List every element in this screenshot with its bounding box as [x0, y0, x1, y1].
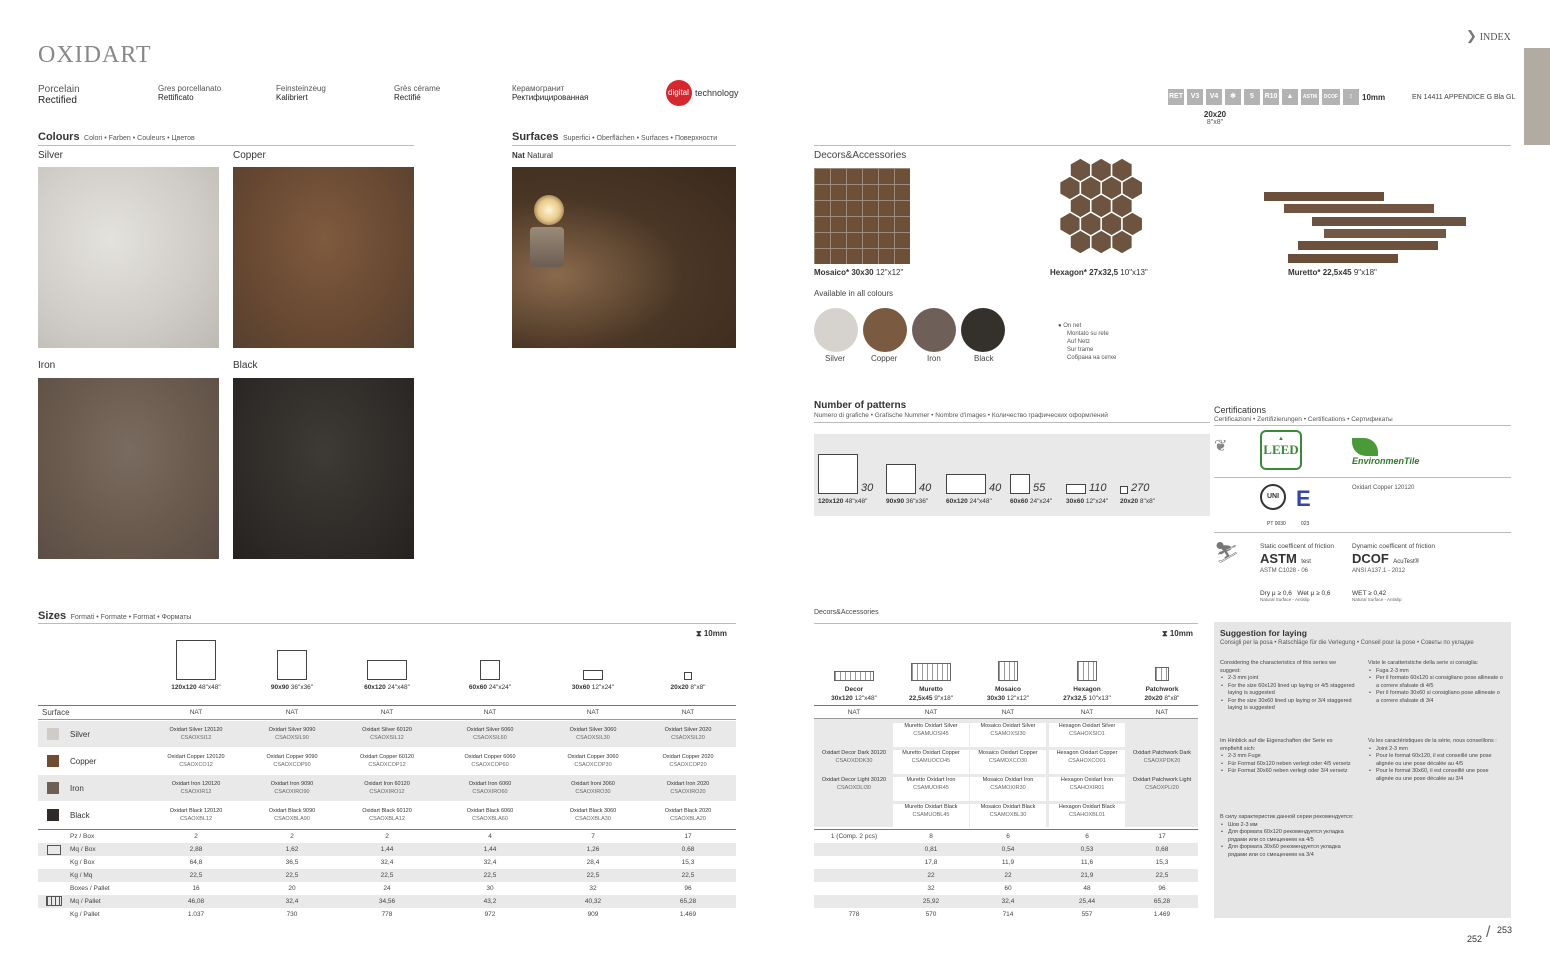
product-cell: Oxidart Black 6060 CSAOXBLA60	[466, 808, 514, 822]
slip-figure-icon: ⛷	[1214, 542, 1240, 564]
product-cell: Oxidart Copper 120120 CSAOXCO12	[167, 754, 225, 768]
decor-cell: Mosaico Oxidart Black CSAMOXBL30	[970, 804, 1046, 828]
e-mark-icon: E	[1296, 486, 1311, 511]
hexagon-tile	[1091, 230, 1112, 254]
size-shape	[176, 640, 216, 680]
product-cell: Oxidart Copper 3060 CSAOXCOP30	[567, 754, 619, 768]
laying-bullet: • Joint 2-3 mm	[1369, 745, 1408, 752]
laying-bullet: • Шов 2-3 мм	[1221, 821, 1258, 828]
decor-table-heading: Decors&Accessories	[814, 609, 879, 616]
index-icon: ❯	[1466, 28, 1477, 43]
decor-caption-muretto: Muretto* 22,5x45 9"x18"	[1288, 268, 1377, 277]
pallet-icon	[46, 896, 62, 906]
decor-caption-hexagon: Hexagon* 27x32,5 10"x13"	[1050, 268, 1148, 277]
decor-cell: Mosaico Oxidart Silver CSAMOXSI30	[970, 723, 1046, 747]
certifications-sub: Certificazioni • Zertifizierungen • Certifications • Сертификаты	[1214, 416, 1393, 423]
laying-bullet: • Для формата 60x120 рекомендуется укладка рядами или со смещением на 4/5	[1221, 829, 1344, 843]
size-label: 30x60 12"x24"	[571, 684, 615, 691]
product-cell: Oxidart Copper 60120 CSAOXCOP12	[359, 754, 415, 768]
product-cell: Oxidart Silver 60120 CSAOXSIL12	[362, 727, 412, 741]
laying-bullet: • 2-3 mm joint	[1221, 675, 1259, 681]
size-label: 60x120 24"x48"	[364, 684, 410, 691]
laying-bullet: • Pour le format 30x60, il est conseillé une pose alignée ou une pose décalée au 3/4	[1369, 768, 1489, 782]
laying-bullet: • Fuga 2-3 mm	[1369, 667, 1409, 674]
product-cell: Oxidart Iron 2020 CSAOXIRO20	[666, 781, 710, 795]
decor-col-icon	[834, 671, 874, 681]
surface-photo	[512, 167, 736, 348]
decor-col-header: Muretto 22,5x45 9"x18"	[908, 686, 954, 702]
subtitle-group: Gres porcellanato Rettificato	[158, 84, 222, 102]
laying-bullet: • For the size 30x60 lined up laying or 3/4 staggered laying is suggested	[1221, 697, 1352, 711]
tech-icon: 5	[1244, 89, 1260, 105]
size-label: 90x90 36"x36"	[270, 684, 314, 691]
decor-cell: Oxidart Decor Dark 30120 CSAOXDDK30	[822, 750, 886, 764]
laying-bullet: • Per il formato 60x120 si consigliano pose allineate o a correre sfalsate di 4/5	[1369, 675, 1503, 689]
friction-values-wet: WET ≥ 0,42 Natural Surface - Antislip	[1352, 590, 1402, 602]
decor-cell: Muretto Oxidart Iron CSAMUOIR45	[893, 777, 969, 801]
decor-col-header: Mosaico 30x30 12"x12"	[986, 686, 1030, 702]
subtitles	[38, 84, 658, 110]
laying-ru: В силу характеристик данной серии рекомендуется: • Шов 2-3 мм • Для формата 60x120 рекомендуется укладка рядами или со смещением на 4/5 • Для формата 30x60 рекомендуется укладка рядами или со смещением на 3/4	[1220, 814, 1356, 859]
product-cell: Oxidart Iron 6060 CSAOXIRO60	[468, 781, 512, 795]
page-number-right: 253	[1497, 925, 1513, 935]
laying-fr: Vu les caractéristiques de la série, nous conseillons : • Joint 2-3 mm • Pour le format 60x120, il est conseillé une pose alignée ou une pose décalée au 4/5 • Pour le format 30x60, il est conseillé une pose alignée ou une pose décalée au 3/4	[1368, 738, 1504, 783]
swatch-black	[233, 378, 414, 559]
tech-icon: ❄	[1225, 89, 1241, 105]
chip-label-copper: Copper	[871, 354, 898, 363]
decor-caption-mosaico: Mosaico* 30x30 12"x12"	[814, 268, 904, 277]
subtitle-group: Porcelain Rectified	[38, 84, 80, 106]
product-cell: Oxidart Copper 2020 CSAOXCOP20	[662, 754, 714, 768]
chip-label-iron: Iron	[927, 354, 941, 363]
decor-cell: Oxidart Patchwork Dark CSAOXPDK20	[1132, 750, 1192, 764]
product-cell: Oxidart Black 9090 CSAOXBLA90	[268, 808, 316, 822]
decor-cell: Hexagon Oxidart Black CSAHOXBL01	[1049, 804, 1125, 828]
laying-bullet: • For the size 60x120 lined up laying or 4/5 staggered laying is suggested	[1221, 682, 1355, 696]
product-cell: Oxidart Silver 3060 CSAOXSIL30	[569, 727, 617, 741]
patterns-sub: Numero di grafiche • Grafische Nummer • Nombre d'images • Количество графических оформлений	[814, 412, 1108, 419]
thickness-label: 10mm	[1362, 93, 1386, 102]
product-cell: Oxidart Silver 9090 CSAOXSIL90	[268, 727, 316, 741]
surface-nat-label: Nat Natural	[512, 151, 553, 160]
chip-iron	[912, 308, 956, 352]
hexagon-tile	[1112, 230, 1133, 254]
tech-icon: V4	[1206, 89, 1222, 105]
page-tab	[1524, 48, 1550, 145]
decor-col-icon	[1077, 661, 1097, 681]
color-swatch-iron	[47, 782, 59, 794]
decor-cell: Muretto Oxidart Black CSAMUOBL45	[893, 804, 969, 828]
page-number-left: 252	[1467, 934, 1483, 944]
hexagon-tile	[1070, 230, 1091, 254]
decor-col-header: Decor 30x120 12"x48"	[831, 686, 877, 702]
pattern-shape	[886, 464, 916, 494]
patterns-heading: Number of patterns	[814, 400, 907, 411]
dynamic-coeff: Dynamic coefficent of friction DCOF AcuTest® ANSI A137.1 - 2012	[1352, 543, 1435, 574]
colours-heading: Colours Colori • Farben • Couleurs • Цветов	[38, 131, 195, 143]
size-shape	[684, 672, 692, 680]
decor-cell: Mosaico Oxidart Copper CSAMOXCO30	[970, 750, 1046, 774]
chip-copper	[863, 308, 907, 352]
swatch-silver	[38, 167, 219, 348]
swatch-label-black: Black	[233, 360, 258, 371]
pattern-shape	[818, 454, 858, 494]
product-cell: Oxidart Copper 6060 CSAOXCOP60	[464, 754, 516, 768]
decor-cell: Muretto Oxidart Copper CSAMUOCO45	[893, 750, 969, 774]
static-coeff: Static coefficent of friction ASTM test ASTM C1028 - 06	[1260, 543, 1334, 574]
environmentile-logo: EnvironmenTile	[1352, 438, 1419, 466]
decor-cell: Hexagon Oxidart Iron CSAHOXIR01	[1049, 777, 1125, 801]
leed-logo: ▲ LEED	[1260, 430, 1302, 470]
thickness-icon: ⧗	[696, 629, 702, 638]
laying-bullet: • Для формата 30x60 рекомендуется укладка рядами или со смещением на 3/4	[1221, 844, 1341, 858]
tech-icon: V3	[1187, 89, 1203, 105]
product-cell: Oxidart Silver 2020 CSAOXSIL20	[664, 727, 712, 741]
leed-house-icon: ▲	[1278, 436, 1284, 442]
decor-col-header: Patchwork 20x20 8"x8"	[1144, 686, 1180, 702]
mosaico-image	[814, 168, 910, 264]
index-link[interactable]: ❯ INDEX	[1466, 28, 1511, 43]
box-icon	[47, 845, 61, 855]
product-cell: Oxidart Black 3060 CSAOXBLA30	[569, 808, 617, 822]
laying-bullet: • Per il formato 30x60 si consigliano pose allineate o a correre sfalsate di 3/4	[1369, 690, 1500, 704]
laying-en: Considering the characteristics of this series we suggest: • 2-3 mm joint • For the size 60x120 lined up laying or 4/5 staggered laying is suggested • For the size 30x60 lined up laying or 3/4 staggered laying is suggested	[1220, 660, 1355, 711]
product-cell: Oxidart Black 60120 CSAOXBLA12	[362, 808, 412, 822]
decor-thickness: ⧗ 10mm	[1162, 629, 1193, 638]
lamp-glow	[534, 195, 564, 225]
subtitle-group: Grès cérame Rectifié	[394, 84, 441, 102]
en-norm: EN 14411 APPENDICE G Bla GL	[1412, 94, 1516, 101]
product-cell: Oxidart Copper 9090 CSAOXCOP90	[266, 754, 318, 768]
product-cell: Oxidart Ironi 3060 CSAOXIRO30	[571, 781, 615, 795]
product-cell: Oxidart Silver 120120 CSAOXSI12	[169, 727, 223, 741]
muretto-image	[1264, 192, 1466, 264]
tech-icon: ASTM	[1301, 89, 1319, 105]
decor-col-icon	[1155, 667, 1169, 681]
size-shape	[367, 660, 407, 680]
hexagon-image	[1058, 158, 1144, 266]
decor-cell: Hexagon Oxidart Copper CSAHOXCO01	[1049, 750, 1125, 774]
decors-heading: Decors&Accessories	[814, 150, 907, 161]
surfaces-heading: Surfaces Superfici • Oberflächen • Surfaces • Поверхности	[512, 131, 718, 143]
patterns-panel: 30 120x120 48"x48" 40 90x90 36"x36" 40 60x120 24"x48" 55 60x60 24"x24" 110 30x60 12"x24" 270 20x20 8"x8"	[814, 434, 1210, 516]
size-shape	[480, 660, 500, 680]
page-title: OXIDART	[38, 42, 152, 68]
decor-cell: Muretto Oxidart Silver CSAMUOSI45	[893, 723, 969, 747]
laying-bullet: • 2-3 mm Fuge	[1221, 753, 1261, 759]
sizes-thickness: ⧗ 10mm	[696, 629, 727, 638]
subtitle-group: Керамогранит Ректифицированная	[512, 84, 589, 102]
laying-de: Im Hinblick auf die Eigenschaften der Serie es empfiehlt sich: • 2-3 mm Fuge • Für Format 60x120 neben verlegt oder 4/5 versetz • Für Format 30x60 neben verlegt oder 3/4 versetz	[1220, 738, 1356, 776]
chip-black	[961, 308, 1005, 352]
chip-silver	[814, 308, 858, 352]
decor-col-header: Hexagon 27x32,5 10"x13"	[1063, 686, 1111, 702]
available-all-colours: Available in all colours	[814, 289, 894, 298]
color-swatch-black	[47, 809, 59, 821]
uni-logo: UNI	[1260, 484, 1286, 510]
friction-values: Dry μ ≥ 0,6 Wet μ ≥ 0,6 Natural Surface - Antislip	[1260, 590, 1331, 602]
tech-icon: ↕	[1343, 89, 1359, 105]
decor-cell: Oxidart Decor Light 30120 CSAOXDLI30	[821, 777, 887, 791]
pattern-shape	[1010, 474, 1030, 494]
laying-bullet: • Für Format 30x60 neben verlegt oder 3/4 versetz	[1221, 768, 1348, 774]
chip-label-black: Black	[974, 354, 994, 363]
tech-icon: R10	[1263, 89, 1279, 105]
thickness-icon: ⧗	[1162, 629, 1168, 638]
product-cell: Oxidart Silver 6060 CSAOXSIL60	[466, 727, 514, 741]
tech-icon: RET	[1168, 89, 1184, 105]
leaf-icon: ❦	[1214, 438, 1228, 455]
certifications-heading: Certifications	[1214, 405, 1267, 415]
size-label: 120x120 48"x48"	[171, 684, 221, 691]
swatch-copper	[233, 167, 414, 348]
swatch-label-iron: Iron	[38, 360, 56, 371]
product-cell: Oxidart Iron 120120 CSAOXIR12	[171, 781, 221, 795]
size-shape	[277, 650, 307, 680]
swatch-label-silver: Silver	[38, 150, 64, 161]
tech-icon: ▲	[1282, 89, 1298, 105]
size-label: 20x20 8"x8"	[670, 684, 706, 691]
laying-bullet: • Pour le format 60x120, il est conseillé une pose alignée ou une pose décalée au 4/5	[1369, 753, 1492, 767]
bullet-icon: ●	[1058, 323, 1062, 329]
product-cell: Oxidart Iron 9090 CSAOXIRO90	[270, 781, 314, 795]
color-swatch-copper	[47, 755, 59, 767]
lamp-base	[530, 227, 564, 267]
pattern-shape	[946, 474, 986, 494]
decor-cell: Mosaico Oxidart Iron CSAMOXIR30	[970, 777, 1046, 801]
uni-code-a: PT 0030	[1267, 521, 1286, 527]
sizes-heading: Sizes Formati • Formate • Format • Форматы	[38, 610, 192, 622]
laying-panel: Suggestion for laying Consigli per la posa • Ratschläge für die Verlegung • Conseil pour la pose • Советы по укладке Considering the characteristics of this series we suggest: • 2-3 mm joint • For the size 60x120 lined up laying or 4/5 staggered laying is suggested • For the size 30x60 lined up laying or 3/4 staggered laying is suggested Viste le caratteristiche della serie si consiglia: • Fuga 2-3 mm • Per il formato 60x120 si consigliano pose allineate o a correre sfalsate di 4/5 • Per il formato 30x60 si consigliano pose allineate o a correre sfalsate di 3/4 Im Hinblick auf die Eigenschaften der Serie es empfiehlt sich: • 2-3 mm Fuge • Für Format 60x120 neben verlegt oder 4/5 versetz • Für Format 30x60 neben verlegt oder 3/4 versetz Vu les caractéristiques de la série, nous conseillons : • Joint 2-3 mm • Pour le format 60x120, il est conseillé une pose alignée ou une pose décalée au 4/5 • Pour le format 30x60, il est conseillé une pose alignée ou une pose décalée au 3/4 В силу характеристик данной серии рекомендуется: • Шов 2-3 мм • Для формата 60x120 рекомендуется укладка рядами или со смещением на 4/5 • Для формата 30x60 рекомендуется укладка рядами или со смещением на 3/4	[1214, 622, 1511, 918]
swatch-label-copper: Copper	[233, 150, 266, 161]
chip-label-silver: Silver	[825, 354, 846, 363]
product-cell: Oxidart Black 120120 CSAOXBL12	[169, 808, 223, 822]
pattern-shape	[1066, 484, 1086, 494]
product-cell: Oxidart Black 2020 CSAOXBLA20	[664, 808, 712, 822]
subtitle-group: Feinsteinzeug Kalibriert	[276, 84, 326, 102]
decor-col-icon	[911, 663, 951, 681]
env-note: Oxidart Copper 120120	[1352, 485, 1415, 491]
swatch-iron	[38, 378, 219, 559]
size-label: 60x60 24"x24"	[468, 684, 512, 691]
tech-icon: DCOF	[1322, 89, 1340, 105]
laying-bullet: • Für Format 60x120 neben verlegt oder 4/5 versetz	[1221, 760, 1351, 767]
decor-cell: Hexagon Oxidart Silver CSAHOXSIO1	[1049, 723, 1125, 747]
laying-it: Viste le caratteristiche della serie si consiglia: • Fuga 2-3 mm • Per il formato 60x120 si consigliano pose allineate o a correre sfalsate di 4/5 • Per il formato 30x60 si consigliano pose allineate o a correre sfalsate di 3/4	[1368, 660, 1503, 704]
env-leaf-icon	[1352, 438, 1378, 456]
product-cell: Oxidart Iron 60120 CSAOXIRO12	[364, 781, 410, 795]
pattern-shape	[1120, 486, 1128, 494]
color-swatch-silver	[47, 728, 59, 740]
uni-code-b: 023	[1301, 521, 1310, 527]
small-size: 20x20 8"x8"	[1203, 110, 1227, 126]
surface-label: Surface	[42, 708, 70, 717]
decor-col-icon	[998, 661, 1018, 681]
on-net-note: ● On net Montato su rete Auf Netz Sur trame Собрана на сетке	[1058, 323, 1117, 361]
decor-cell: Oxidart Patchwork Light CSAOXPLI20	[1132, 777, 1192, 791]
size-shape	[583, 670, 603, 680]
page-slash: /	[1486, 924, 1491, 941]
